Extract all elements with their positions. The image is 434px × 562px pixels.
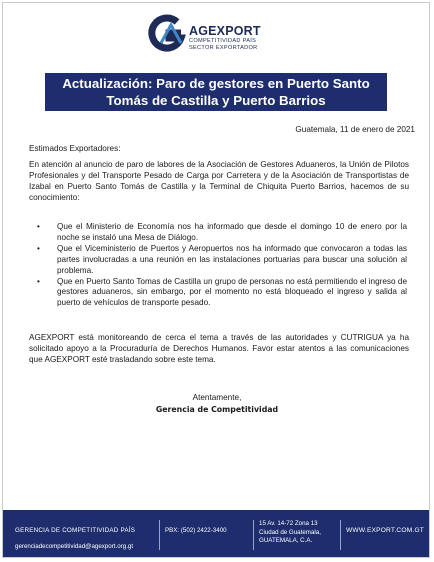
title-line-2: Tomás de Castilla y Puerto Barrios: [106, 93, 326, 108]
sign-off-department: Gerencia de Competitividad: [155, 405, 279, 414]
agexport-logo: [147, 13, 297, 57]
intro-paragraph: En atención al anuncio de paro de labores de la Asociación de Gestores Aduaneros, la Unión de Pilotos Profesionales y del Transporte Pesado de Carga por Carretera y de la Asociación de Transportistas de Izabal en Puerto Santo Tomás de Castilla y la Terminal de Chiquita Puerto Barrios, hacemos de su conocimiento:: [29, 160, 409, 202]
salutation: Estimados Exportadores:: [29, 144, 121, 153]
logo-name: AGEXPORT: [189, 24, 261, 38]
footer-divider: [159, 520, 160, 550]
list-item-text: Que en Puerto Santo Tomas de Castilla un grupo de personas no está permitiendo el ingreso de gestores aduaneros, sin embargo, por el momento no está bloqueado el ingreso y salida al puerto de vehículos de transporte pesado.: [57, 276, 407, 308]
list-item: [29, 244, 407, 277]
footer-divider: [253, 520, 254, 550]
footer: [3, 510, 430, 558]
footer-address-line-3: GUATEMALA, C.A.: [259, 537, 313, 545]
document-page: [2, 2, 430, 558]
agexport-logo-mark-icon: [147, 13, 187, 53]
footer-address: [259, 520, 321, 546]
list-item-text: Que el Viceministerio de Puertos y Aeropuertos nos ha informado que convocaron a todas las partes involucradas a una reunión en las instalaciones portuarias para buscar una solución al problema.: [57, 243, 407, 275]
footer-department: GERENCIA DE COMPETITIVIDAD PAÍS: [15, 527, 136, 534]
bullet-icon: •: [37, 222, 40, 231]
list-item: [29, 222, 407, 244]
closing-paragraph: AGEXPORT está monitoreando de cerca el tema a través de las autoridades y CUTRIGUA ya ha solicitado apoyo a la Procuraduría de Derechos Humanos. Favor estar atentos a las comunicaciones que AGEXPORT esté trasladando sobre este tema.: [29, 333, 409, 364]
bullet-icon: •: [37, 276, 40, 286]
footer-address-line-2: Ciudad de Guatemala,: [259, 528, 321, 536]
bullet-icon: •: [37, 243, 40, 253]
footer-website-link[interactable]: WWW.EXPORT.COM.GT: [346, 527, 425, 534]
title-banner: [45, 73, 387, 111]
footer-contact: [15, 523, 135, 555]
bullet-list: [29, 222, 407, 309]
footer-email-link[interactable]: gerenciadecompetitividad@agexport.org.gt: [15, 543, 134, 550]
logo-tagline-line-1: COMPETITIVIDAD PAÍS: [189, 38, 257, 44]
list-item: [29, 277, 407, 310]
letter-date: Guatemala, 11 de enero de 2021: [295, 125, 415, 134]
logo-tagline: [189, 38, 258, 51]
footer-address-line-1: 15 Av. 14-72 Zona 13: [259, 520, 318, 527]
footer-divider: [340, 520, 341, 550]
title-line-1: Actualización: Paro de gestores en Puerto Santo: [62, 76, 370, 91]
sign-off-greeting: Atentamente,: [192, 393, 242, 402]
logo-tagline-line-2: SECTOR EXPORTADOR: [189, 44, 258, 51]
list-item-text: Que el Ministerio de Economía nos ha informado que desde el domingo 10 de enero por la noche se instaló una Mesa de Diálogo.: [57, 222, 407, 242]
footer-phone: PBX: (502) 2422-3400: [165, 527, 227, 534]
